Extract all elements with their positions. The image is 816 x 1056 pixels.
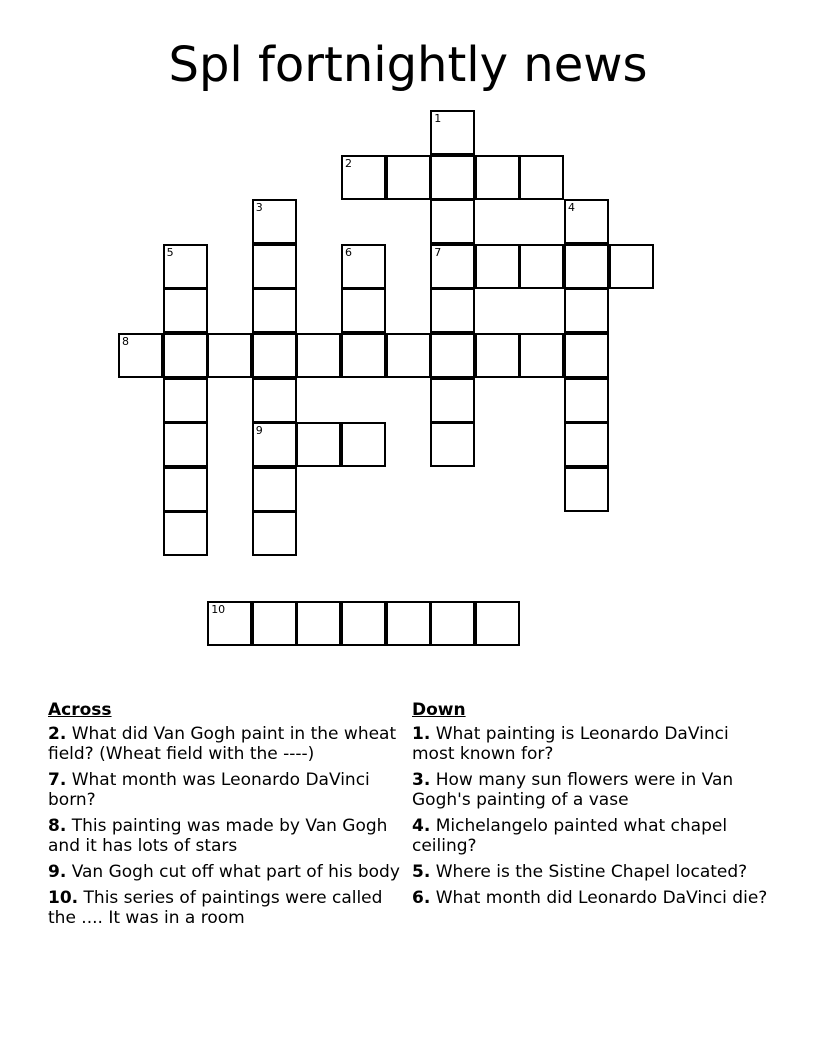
crossword-cell[interactable] [296, 422, 341, 467]
clue-item-text: What month did Leonardo DaVinci die? [435, 888, 768, 908]
clue-item-text: Michelangelo painted what chapel ceiling? [412, 816, 728, 856]
crossword-cell[interactable] [252, 378, 297, 423]
crossword-cell[interactable] [430, 199, 475, 244]
across-clues [48, 700, 408, 934]
crossword-cell[interactable] [118, 333, 163, 378]
crossword-cell[interactable] [207, 601, 252, 646]
crossword-cell[interactable] [163, 333, 208, 378]
crossword-cell[interactable] [163, 511, 208, 556]
clue-item-number: 1. [412, 724, 431, 744]
crossword-cell[interactable] [386, 155, 431, 200]
crossword-cell[interactable] [163, 422, 208, 467]
clue-item-text: Where is the Sistine Chapel located? [435, 862, 748, 882]
crossword-cell[interactable] [430, 288, 475, 333]
crossword-cell[interactable] [341, 244, 386, 289]
clue-item [48, 862, 408, 882]
clue-number: 6 [345, 245, 352, 259]
clue-item [48, 770, 408, 810]
crossword-cell[interactable] [475, 155, 520, 200]
clue-item-number: 7. [48, 770, 67, 790]
clue-number: 8 [122, 335, 129, 348]
across-heading: Across [48, 700, 112, 720]
crossword-cell[interactable] [252, 333, 297, 378]
crossword-cell[interactable] [564, 333, 609, 378]
clue-item-number: 6. [412, 888, 431, 908]
crossword-cell[interactable] [252, 601, 297, 646]
clue-item [48, 724, 408, 764]
clue-number: 5 [166, 245, 174, 259]
crossword-cell[interactable] [430, 422, 475, 467]
crossword-cell[interactable] [341, 155, 386, 200]
clue-number: 1 [434, 112, 442, 125]
crossword-cell[interactable] [564, 467, 609, 512]
clue-item-number: 5. [412, 862, 431, 882]
crossword-cell[interactable] [609, 244, 654, 289]
clue-number: 4 [568, 201, 575, 215]
crossword-cell[interactable] [519, 333, 564, 378]
clue-item-text: This painting was made by Van Gogh and it has lots of stars [48, 816, 388, 856]
crossword-cell[interactable] [252, 467, 297, 512]
clue-item-text: What painting is Leonardo DaVinci most known for? [412, 724, 729, 764]
clue-item [412, 724, 772, 764]
crossword-cell[interactable] [430, 244, 475, 289]
crossword-cell[interactable] [163, 244, 208, 289]
clue-item [412, 862, 772, 882]
clue-number: 3 [255, 201, 263, 215]
crossword-cell[interactable] [430, 110, 475, 155]
clue-item-number: 9. [48, 862, 67, 882]
crossword-cell[interactable] [475, 244, 520, 289]
crossword-cell[interactable] [296, 601, 341, 646]
crossword-cell[interactable] [564, 378, 609, 423]
crossword-cell[interactable] [207, 333, 252, 378]
crossword-cell[interactable] [163, 378, 208, 423]
clue-item-text: What month was Leonardo DaVinci born? [48, 770, 370, 810]
crossword-cell[interactable] [163, 467, 208, 512]
crossword-cell[interactable] [252, 422, 297, 467]
crossword-cell[interactable] [519, 244, 564, 289]
crossword-cell[interactable] [430, 155, 475, 200]
crossword-cell[interactable] [386, 601, 431, 646]
down-clues [412, 700, 772, 914]
crossword-cell[interactable] [519, 155, 564, 200]
crossword-cell[interactable] [296, 333, 341, 378]
crossword-cell[interactable] [252, 199, 297, 244]
crossword-cell[interactable] [163, 288, 208, 333]
crossword-cell[interactable] [564, 288, 609, 333]
clue-number: 7 [434, 245, 442, 259]
crossword-cell[interactable] [475, 601, 520, 646]
crossword-cell[interactable] [252, 511, 297, 556]
crossword-cell[interactable] [430, 378, 475, 423]
clue-item-number: 10. [48, 888, 79, 908]
down-clue-list [412, 724, 772, 908]
crossword-cell[interactable] [341, 601, 386, 646]
clue-number: 10 [211, 602, 226, 616]
clue-item [412, 888, 772, 908]
clue-item-number: 8. [48, 816, 67, 836]
clue-item-text: This series of paintings were called the .... It was in a room [48, 888, 383, 928]
clue-item-text: Van Gogh cut off what part of his body [71, 862, 400, 882]
clue-number: 2 [345, 156, 352, 170]
clue-item [412, 770, 772, 810]
clue-item [48, 816, 408, 856]
down-heading: Down [412, 700, 466, 720]
crossword-cell[interactable] [341, 333, 386, 378]
crossword-cell[interactable] [430, 333, 475, 378]
clue-item-text: What did Van Gogh paint in the wheat field? (Wheat field with the ----) [48, 724, 397, 764]
crossword-cell[interactable] [564, 244, 609, 289]
clue-item-number: 3. [412, 770, 431, 790]
crossword-cell[interactable] [252, 244, 297, 289]
page-title: Spl fortnightly news [168, 37, 648, 93]
crossword-cell[interactable] [430, 601, 475, 646]
crossword-cell[interactable] [475, 333, 520, 378]
clue-item-number: 2. [48, 724, 67, 744]
clue-item-number: 4. [412, 816, 431, 836]
crossword-cell[interactable] [341, 422, 386, 467]
clue-item [48, 888, 408, 928]
clue-item-text: How many sun flowers were in Van Gogh's painting of a vase [412, 770, 734, 810]
clue-item [412, 816, 772, 856]
crossword-cell[interactable] [564, 422, 609, 467]
clue-number: 9 [255, 424, 263, 438]
crossword-cell[interactable] [341, 288, 386, 333]
across-clue-list [48, 724, 408, 928]
crossword-cell[interactable] [564, 199, 609, 244]
crossword-cell[interactable] [386, 333, 431, 378]
crossword-cell[interactable] [252, 288, 297, 333]
